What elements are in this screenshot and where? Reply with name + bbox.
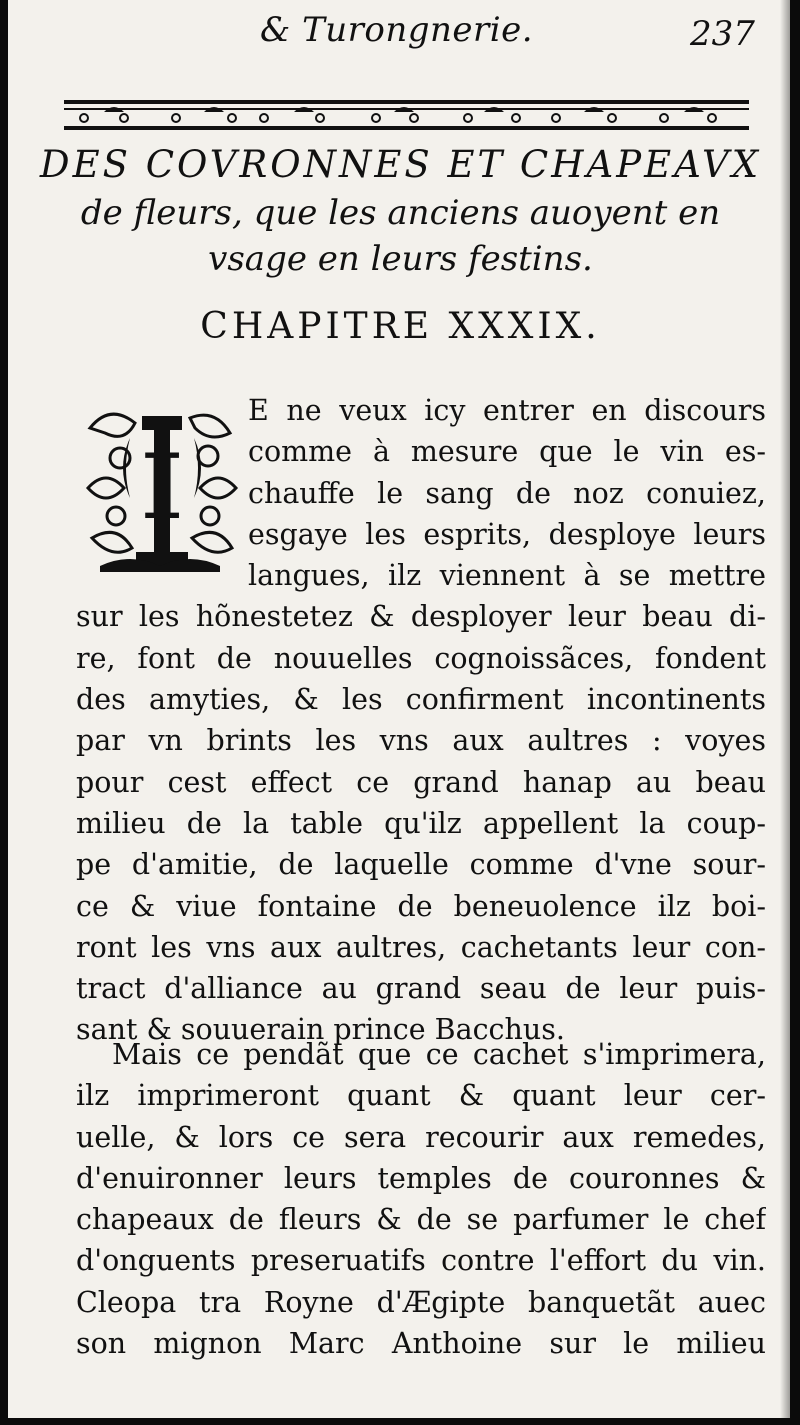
text-line: ront les vns aux aultres, cachetants leur con- <box>76 930 766 964</box>
text-line: esgaye les esprits, desploye leurs <box>248 517 766 551</box>
initial-letter: I <box>140 434 184 540</box>
text-line: par vn brints les vns aux aultres : voyes <box>76 724 766 758</box>
text-line: E ne veux icy entrer en discours <box>248 394 766 427</box>
page-number: 237 <box>690 14 755 54</box>
text-line: son mignon Marc Anthoine sur le milieu <box>76 1327 766 1361</box>
text-line: tract d'alliance au grand seau de leur puis- <box>76 972 766 1006</box>
book-page <box>8 0 790 1418</box>
text-line: uelle, & lors ce sera recourir aux remedes, <box>76 1120 766 1154</box>
chapter-number: CHAPITRE XXXIX. <box>200 306 601 347</box>
page-edge-shadow <box>780 0 790 1418</box>
text-line: Cleopa tra Royne d'Ægipte banquetãt auec <box>76 1285 766 1319</box>
text-line: langues, ilz viennent à se mettre <box>248 559 766 593</box>
text-line: pour cest effect ce grand hanap au beau <box>76 765 766 799</box>
title-line-1: DES COVRONNES ET CHAPEAVX <box>39 143 762 186</box>
text-line: pe d'amitie, de laquelle comme d'vne sour- <box>76 848 766 882</box>
text-line: d'onguents preseruatifs contre l'effort du vin. <box>76 1244 766 1278</box>
text-line: milieu de la table qu'ilz appellent la coup- <box>76 806 766 840</box>
text-line: comme à mesure que le vin es- <box>248 435 766 469</box>
running-head: & Turongnerie. <box>260 10 534 50</box>
paragraph-2 <box>76 1034 766 1364</box>
text-line: ce & viue fontaine de beneuolence ilz boi- <box>76 889 766 923</box>
text-line: sant & souuerain prince Bacchus. <box>76 1013 565 1047</box>
text-line: re, font de nouuelles cognoissãces, fondent <box>76 641 766 675</box>
title-line-3: vsage en leurs festins. <box>208 239 593 279</box>
text-line: sur les hõnestetez & desployer leur beau di- <box>76 600 766 634</box>
text-line: ilz imprimeront quant & quant leur cer- <box>76 1079 766 1113</box>
chapter-title <box>38 140 763 282</box>
title-line-2: de fleurs, que les anciens auoyent en <box>80 193 721 233</box>
text-line: des amyties, & les confirment incontinents <box>76 683 766 717</box>
paragraph-1 <box>76 390 766 1051</box>
text-line: chapeaux de fleurs & de se parfumer le chef <box>76 1203 766 1237</box>
text-line: Mais ce pendãt que ce cachet s'imprimera, <box>112 1038 766 1071</box>
ornamental-rule <box>64 96 749 136</box>
text-line: d'enuironner leurs temples de couronnes & <box>76 1161 766 1195</box>
text-line: chauffe le sang de noz conuiez, <box>248 476 766 510</box>
